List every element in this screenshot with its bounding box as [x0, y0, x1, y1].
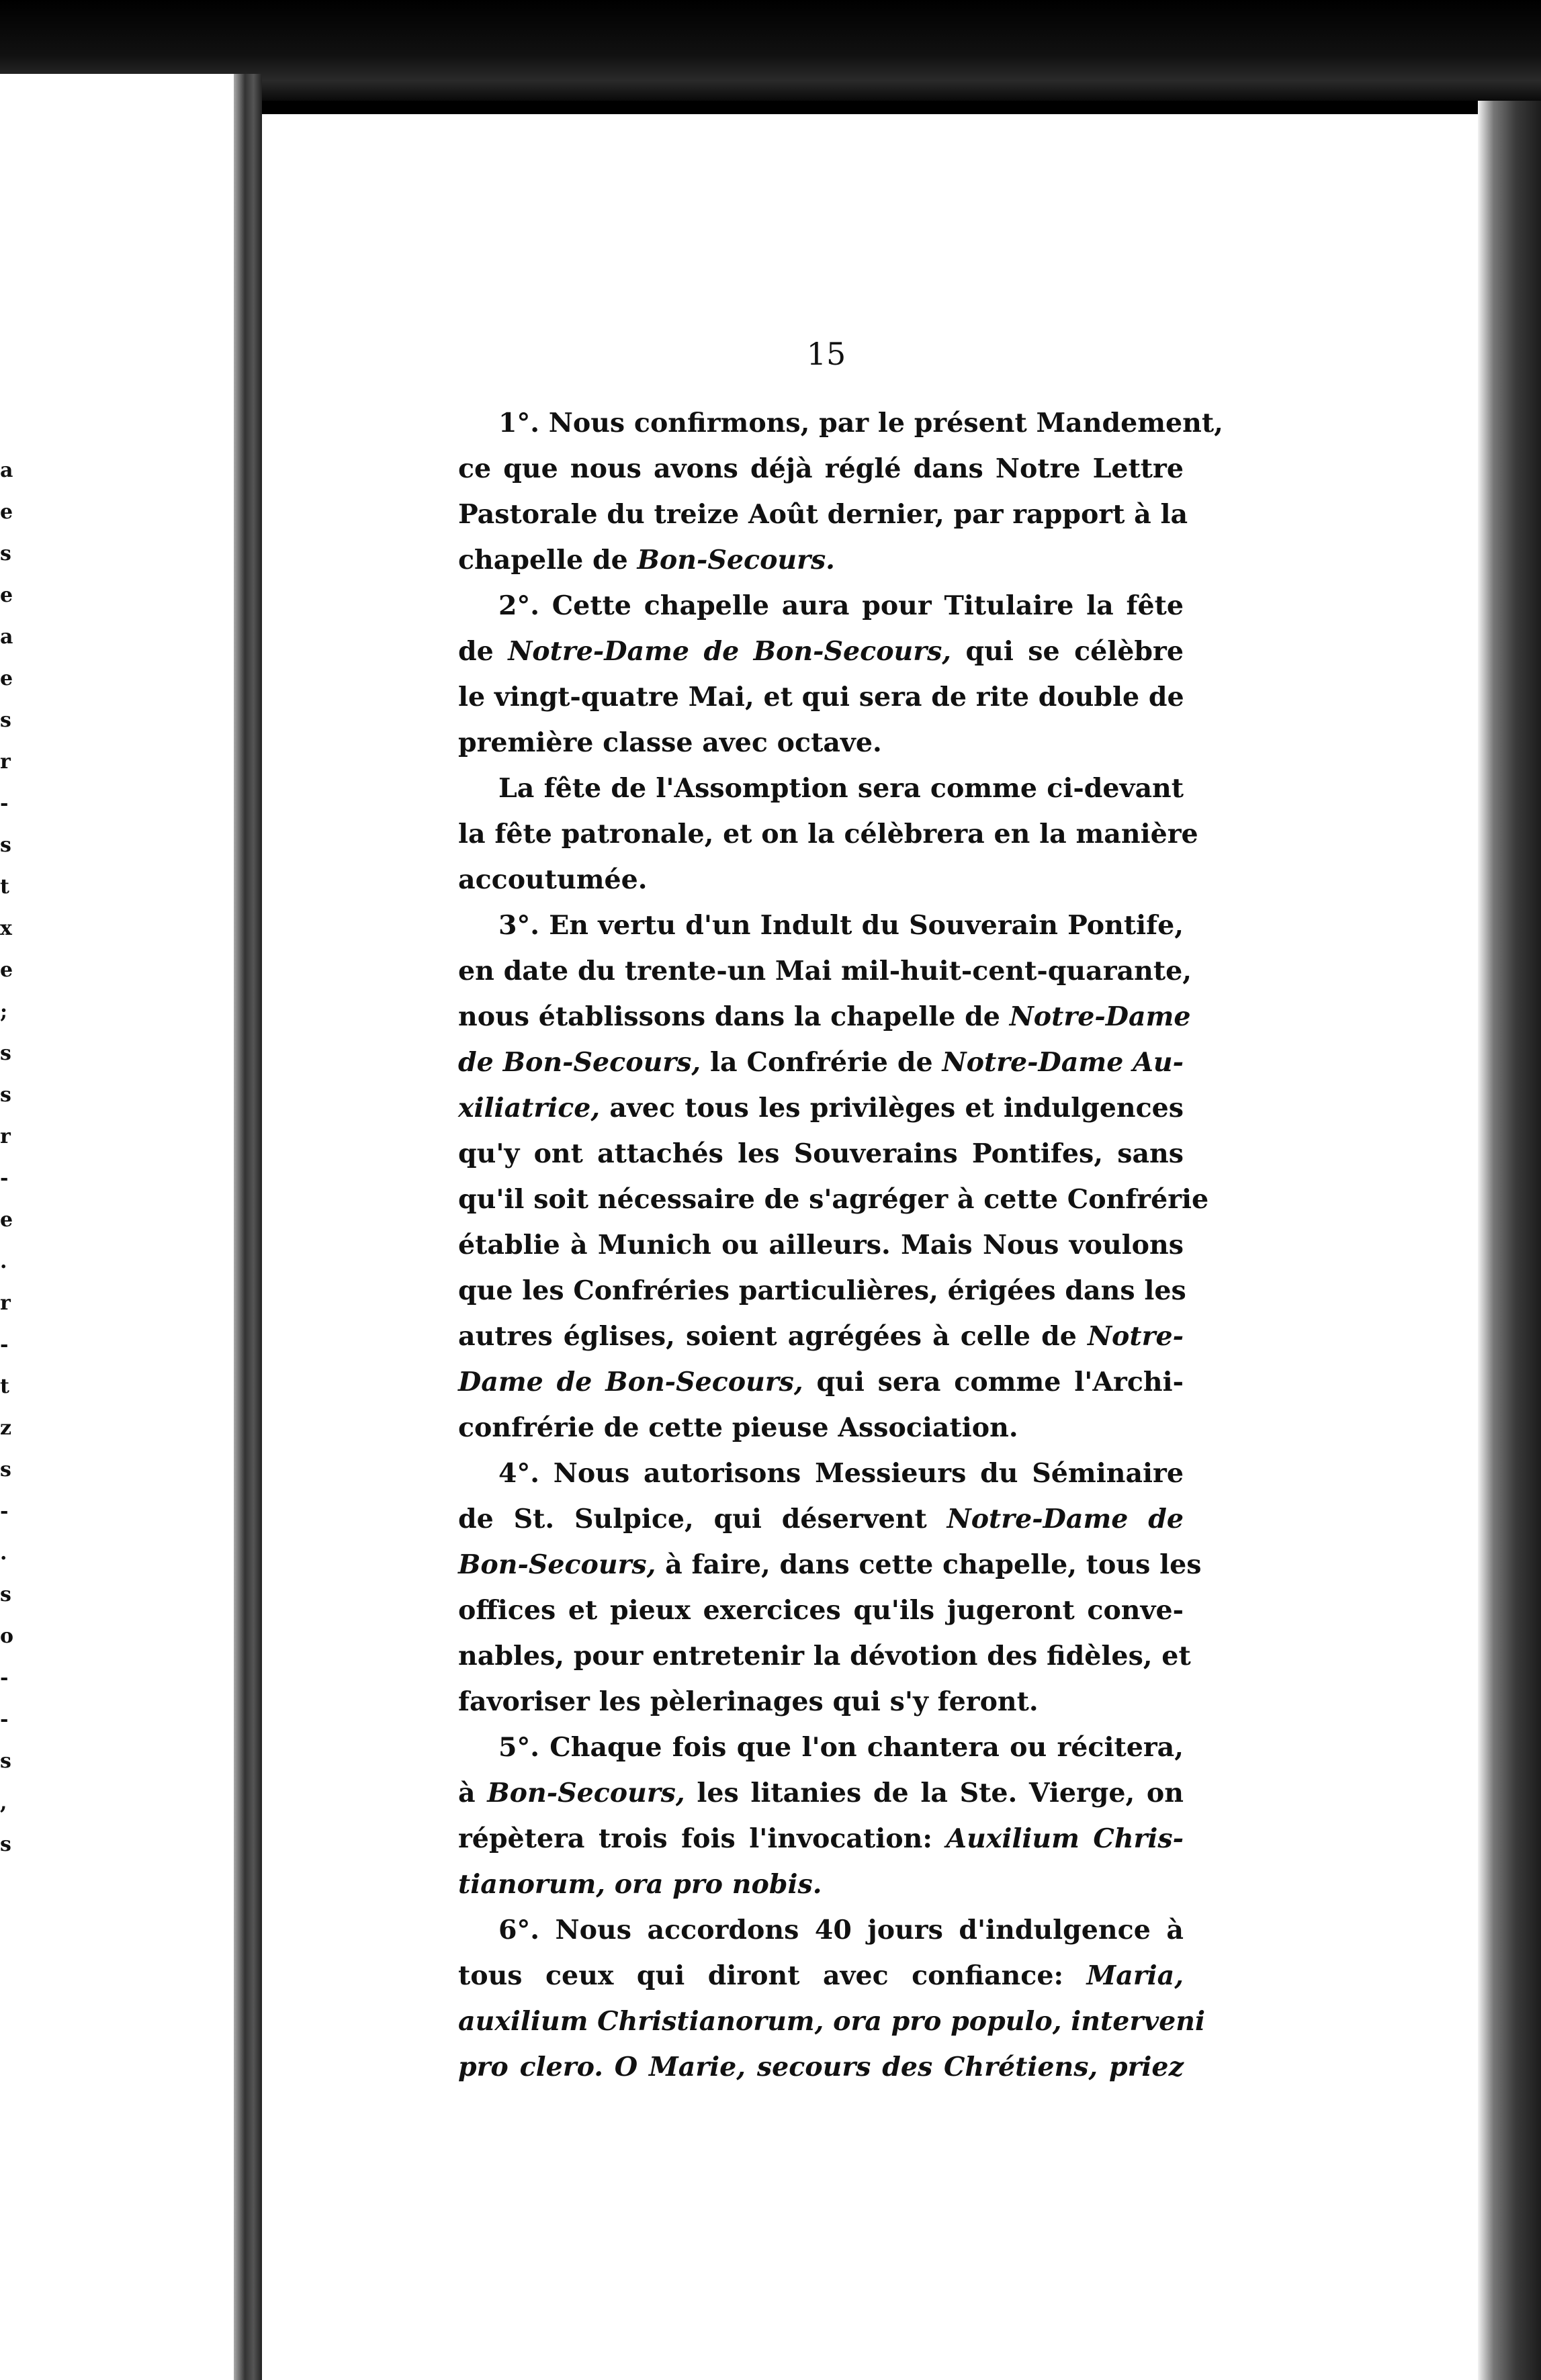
text-segment: la fête patronale, et on la célèbrera en la manière: [458, 819, 1198, 850]
text-line: [458, 1131, 1184, 1177]
facing-page-letter: r: [0, 1125, 11, 1148]
facing-page-letter: s: [0, 1042, 11, 1065]
text-line: [458, 446, 1184, 492]
facing-page-letter: s: [0, 542, 11, 565]
text-line: [458, 720, 1184, 766]
text-segment: offices et pieux exercices qu'ils jugeront conve-: [458, 1595, 1184, 1626]
italic-text: auxilium Christianorum, ora pro populo, interveni: [458, 2006, 1205, 2037]
text-segment: la Confrérie de: [701, 1047, 942, 1078]
text-line: [458, 1679, 1184, 1725]
text-line: [458, 400, 1223, 446]
text-line: [458, 1359, 1184, 1405]
text-segment: de: [458, 636, 509, 667]
text-segment: de St. Sulpice, qui déservent: [458, 1504, 947, 1535]
text-line: [458, 1405, 1184, 1451]
text-segment: 3°. En vertu d'un Indult du Souverain Pontife,: [498, 910, 1184, 941]
facing-page-letter: -: [0, 792, 9, 815]
facing-page-letter: a: [0, 459, 13, 482]
italic-text: Notre-Dame de: [946, 1504, 1184, 1535]
italic-text: Auxilium Chris-: [946, 1823, 1184, 1854]
text-segment: 6°. Nous accordons 40 jours d'indulgence à: [498, 1915, 1184, 1946]
facing-page-letter: ,: [0, 1791, 7, 1815]
facing-page-letter: s: [0, 1749, 11, 1773]
facing-page-letter: s: [0, 1458, 11, 1481]
text-segment: tous ceux qui diront avec confiance:: [458, 1960, 1087, 1991]
text-line: [458, 1999, 1205, 2044]
text-segment: confrérie de cette pieuse Association.: [458, 1412, 1018, 1443]
text-line: [458, 1907, 1184, 1953]
page-number: 15: [806, 336, 846, 372]
text-line: [458, 583, 1184, 629]
italic-text: pro clero. O Marie, secours des Chrétiens, priez: [458, 2052, 1184, 2082]
text-segment: nous établissons dans la chapelle de: [458, 1001, 1010, 1032]
facing-page-letter: s: [0, 1083, 11, 1107]
facing-page-letter: e: [0, 667, 13, 690]
text-line: [458, 1222, 1184, 1268]
text-line: [458, 1040, 1184, 1085]
text-segment: chapelle de: [458, 545, 637, 576]
text-segment: qui sera comme l'Archi-: [803, 1367, 1184, 1398]
facing-page-letter: e: [0, 958, 13, 982]
facing-page-letter: s: [0, 833, 11, 857]
italic-text: Notre-: [1087, 1321, 1184, 1352]
text-segment: les litanies de la Ste. Vierge, on: [685, 1778, 1184, 1809]
text-segment: première classe avec octave.: [458, 727, 882, 758]
facing-page-letter: t: [0, 1375, 9, 1398]
text-line: [458, 1725, 1184, 1770]
facing-page-letter: e: [0, 584, 13, 607]
text-segment: autres églises, soient agrégées à celle de: [458, 1321, 1088, 1352]
facing-page-letter: o: [0, 1624, 14, 1648]
text-segment: avec tous les privilèges et indulgences: [600, 1093, 1184, 1124]
italic-text: Notre-Dame: [1009, 1001, 1191, 1032]
text-segment: 2°. Cette chapelle aura pour Titulaire la fête: [498, 590, 1184, 621]
facing-page-letter: r: [0, 750, 11, 774]
page-body-text: [458, 400, 1223, 2090]
text-segment: à: [458, 1778, 488, 1809]
facing-page-letter: s: [0, 1833, 11, 1856]
text-segment: en date du trente-un Mai mil-huit-cent-quarante,: [458, 956, 1192, 987]
facing-page-letter: s: [0, 708, 11, 732]
book-gutter: [234, 74, 262, 2380]
italic-text: Bon-Secours,: [487, 1778, 685, 1809]
text-line: [458, 492, 1188, 537]
text-segment: qu'y ont attachés les Souverains Pontifes, sans: [458, 1138, 1184, 1169]
facing-page-letter: ;: [0, 1000, 8, 1023]
text-line: [458, 1542, 1202, 1588]
text-segment: 4°. Nous autorisons Messieurs du Séminaire: [498, 1458, 1184, 1489]
text-segment: le vingt-quatre Mai, et qui sera de rite double de: [458, 682, 1184, 713]
italic-text: Dame de Bon-Secours,: [458, 1367, 803, 1398]
facing-page-letter: -: [0, 1666, 9, 1690]
italic-text: Maria,: [1086, 1960, 1184, 1991]
text-line: [458, 1177, 1209, 1222]
facing-page-letter: s: [0, 1583, 11, 1606]
text-segment: établie à Munich ou ailleurs. Mais Nous voulons: [458, 1230, 1184, 1261]
facing-page-letter: t: [0, 875, 9, 899]
text-line: [458, 1085, 1184, 1131]
text-segment: 1°. Nous confirmons, par le présent Mandement,: [498, 408, 1223, 439]
facing-page-left: [0, 74, 235, 2380]
facing-page-cut-text: [0, 450, 27, 1866]
text-line: [458, 766, 1184, 811]
text-segment: qui se célèbre: [951, 636, 1184, 667]
text-line: [458, 1496, 1184, 1542]
text-segment: ce que nous avons déjà réglé dans Notre Lettre: [458, 453, 1184, 484]
italic-text: Bon-Secours.: [637, 545, 835, 576]
text-line: [458, 811, 1198, 857]
facing-page-letter: .: [0, 1541, 7, 1565]
italic-text: Notre-Dame de Bon-Secours,: [508, 636, 952, 667]
text-segment: accoutumée.: [458, 864, 648, 895]
text-line: [458, 1268, 1184, 1314]
text-line: [458, 857, 1184, 903]
text-segment: Pastorale du treize Août dernier, par rapport à la: [458, 499, 1188, 530]
text-segment: que les Confréries particulières, érigées dans les: [458, 1275, 1186, 1306]
text-segment: nables, pour entretenir la dévotion des fidèles, et: [458, 1641, 1191, 1672]
text-line: [458, 674, 1184, 720]
text-line: [458, 1770, 1184, 1816]
italic-text: de Bon-Secours,: [458, 1047, 701, 1078]
facing-page-letter: e: [0, 1208, 13, 1232]
facing-page-letter: e: [0, 500, 13, 524]
italic-text: Notre-Dame Au-: [942, 1047, 1184, 1078]
text-line: [458, 629, 1184, 674]
text-line: [458, 1451, 1184, 1496]
text-line: [458, 948, 1192, 994]
text-line: [458, 994, 1191, 1040]
text-line: [458, 903, 1184, 948]
facing-page-letter: .: [0, 1250, 7, 1273]
text-line: [458, 1314, 1184, 1359]
text-line: [458, 2044, 1184, 2090]
text-segment: qu'il soit nécessaire de s'agréger à cette Confrérie: [458, 1184, 1209, 1215]
text-segment: La fête de l'Assomption sera comme ci-devant: [498, 773, 1184, 804]
text-line: [458, 1588, 1184, 1633]
text-line: [458, 537, 1184, 583]
facing-page-letter: -: [0, 1333, 9, 1357]
text-segment: répètera trois fois l'invocation:: [458, 1823, 946, 1854]
text-segment: 5°. Chaque fois que l'on chantera ou récitera,: [498, 1732, 1184, 1763]
facing-page-letter: -: [0, 1500, 9, 1523]
italic-text: xiliatrice,: [458, 1093, 601, 1124]
facing-page-letter: r: [0, 1291, 11, 1315]
italic-text: Bon-Secours,: [458, 1549, 656, 1580]
facing-page-letter: x: [0, 917, 12, 940]
text-line: [458, 1633, 1191, 1679]
page-edge-shadow: [1478, 101, 1541, 2380]
italic-text: tianorum, ora pro nobis.: [458, 1869, 822, 1900]
text-line: [458, 1816, 1184, 1862]
facing-page-letter: -: [0, 1166, 9, 1190]
text-segment: favoriser les pèlerinages qui s'y feront.: [458, 1686, 1039, 1717]
facing-page-letter: -: [0, 1708, 9, 1731]
text-line: [458, 1953, 1184, 1999]
facing-page-letter: z: [0, 1416, 12, 1440]
text-line: [458, 1862, 1184, 1907]
text-segment: à faire, dans cette chapelle, tous les: [656, 1549, 1202, 1580]
facing-page-letter: a: [0, 625, 13, 649]
